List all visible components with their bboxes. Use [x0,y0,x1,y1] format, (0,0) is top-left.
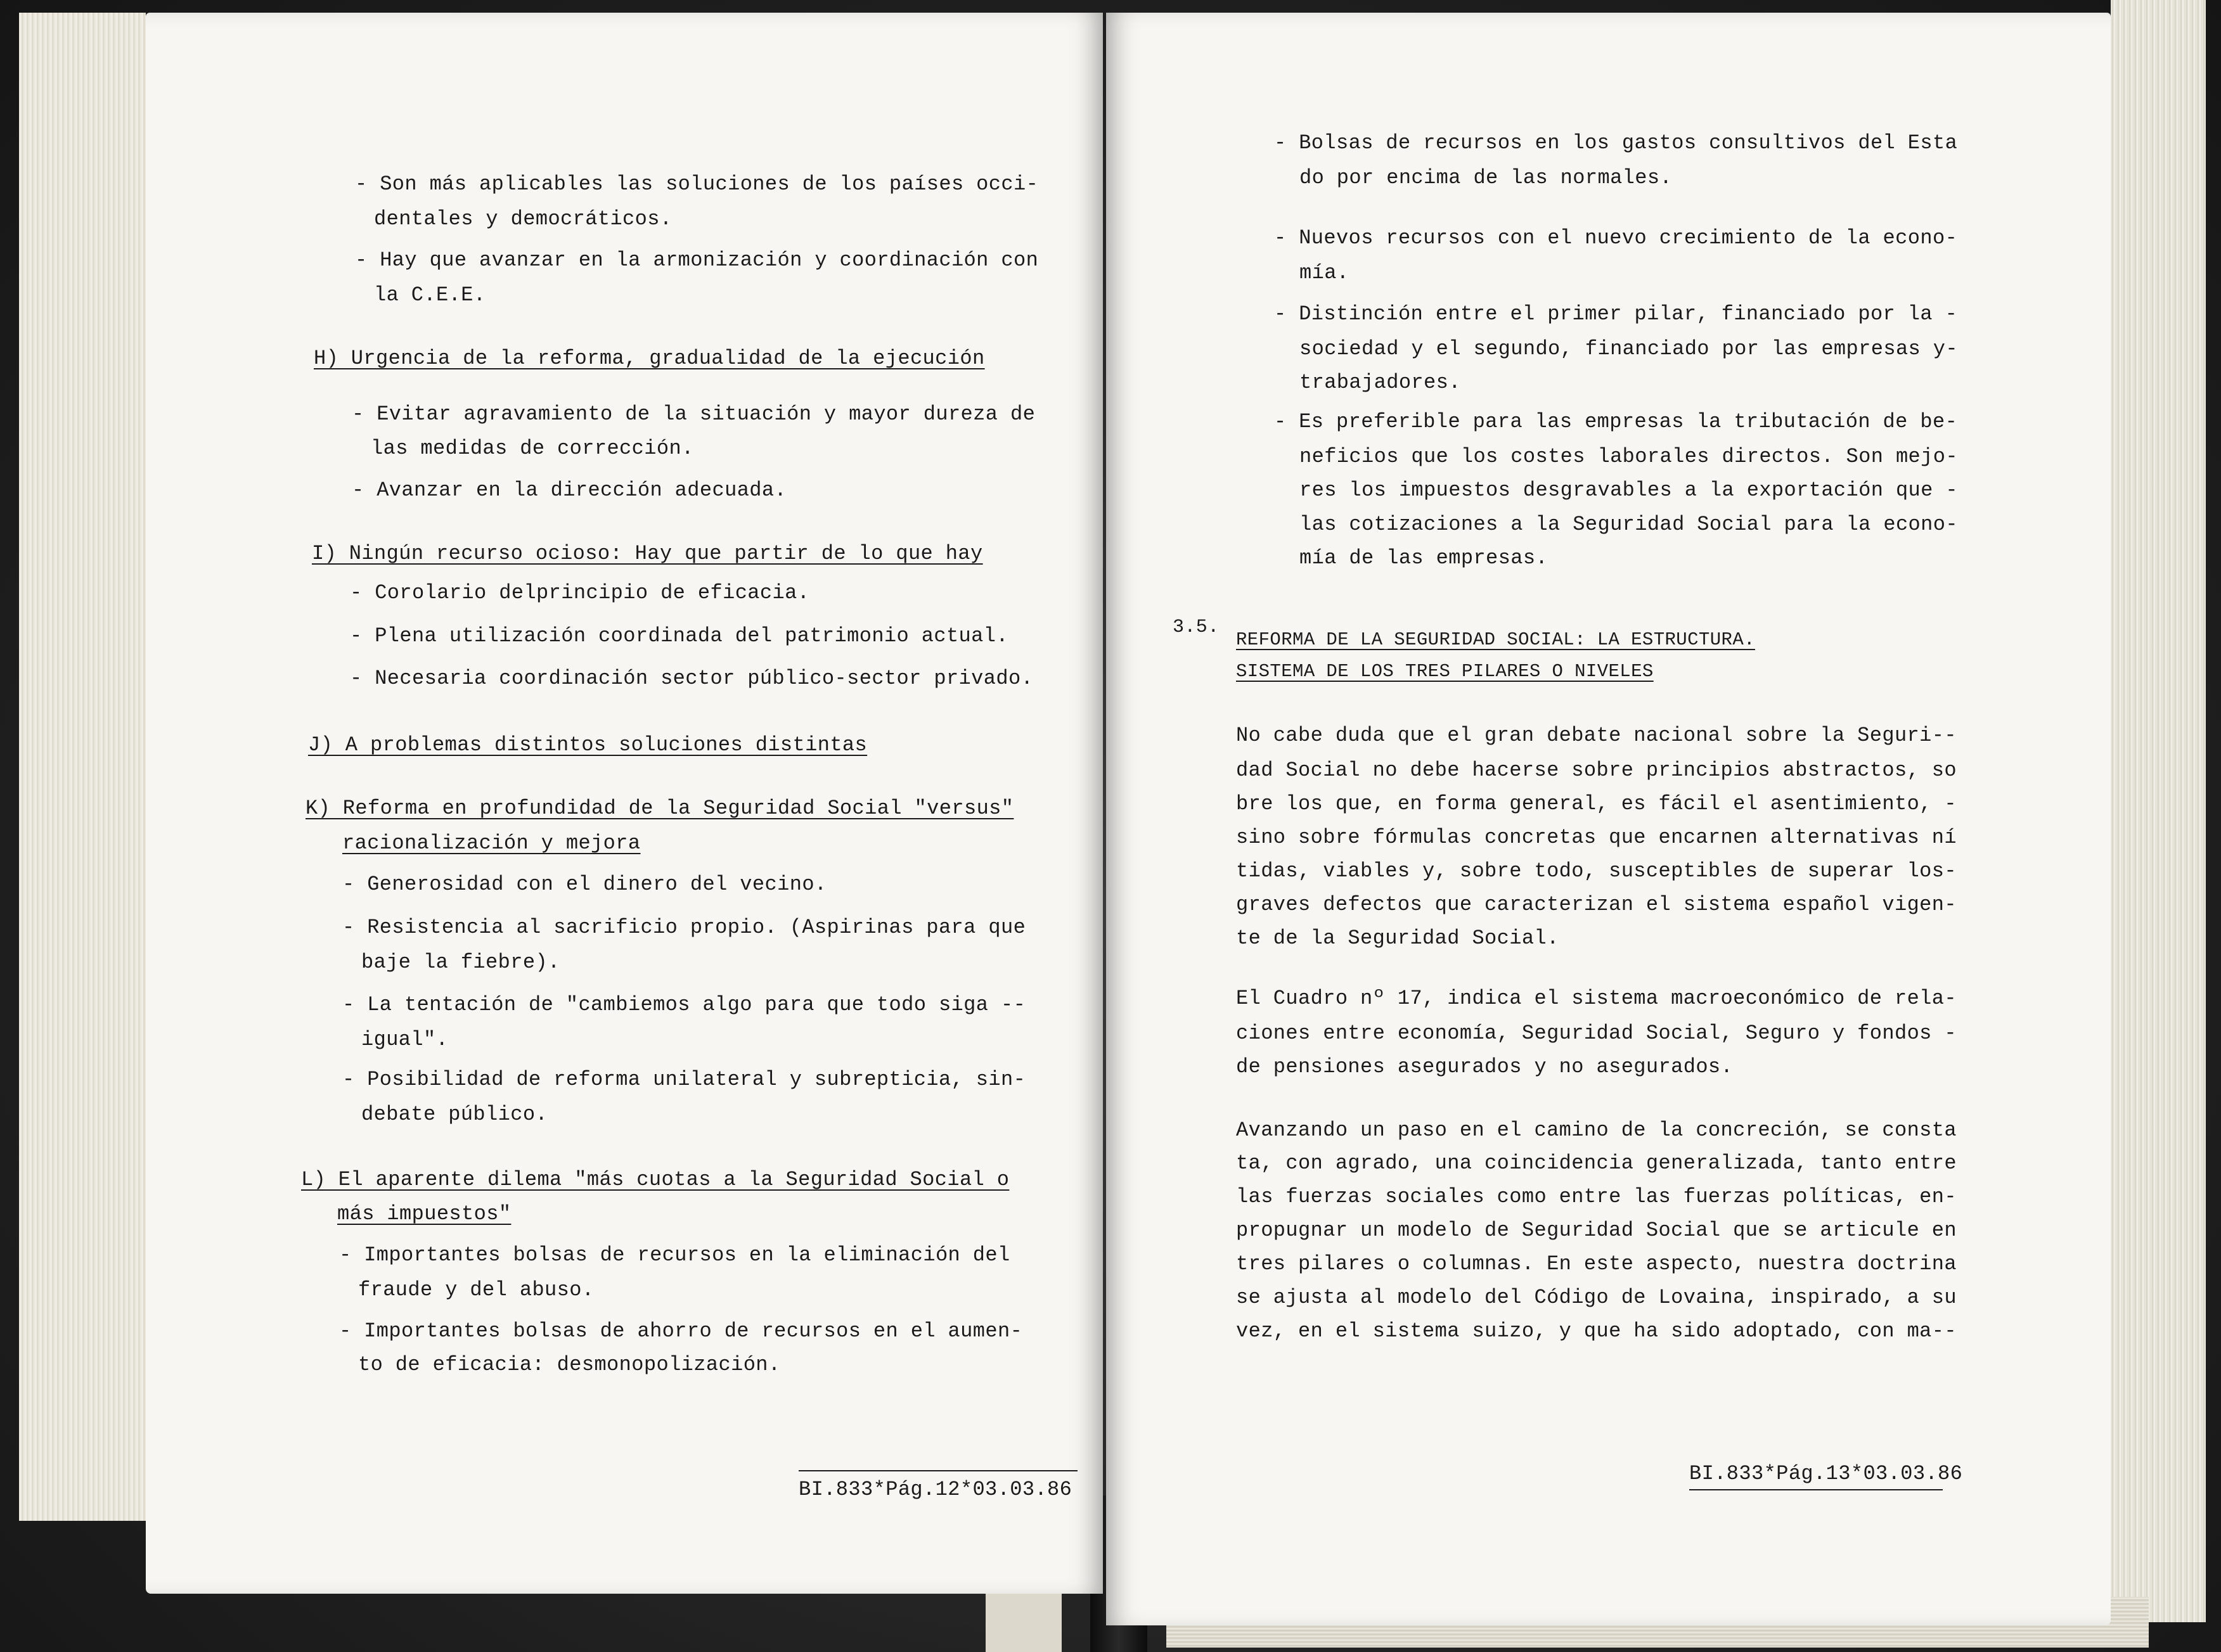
section-heading: REFORMA DE LA SEGURIDAD SOCIAL: LA ESTRUCTURA. [1236,629,1755,650]
text-line: igual". [361,1028,449,1051]
text-line: - Bolsas de recursos en los gastos consultivos del Esta [1274,131,1958,155]
paragraph-line: de pensiones asegurados y no asegurados. [1236,1055,1734,1079]
paragraph-line: El Cuadro nº 17, indica el sistema macroeconómico de rela- [1236,987,1957,1010]
text-line: do por encima de las normales. [1299,166,1673,189]
text-line: - Importantes bolsas de recursos en la eliminación del [339,1243,1010,1267]
text-line: - Son más aplicables las soluciones de los países occi- [355,172,1039,196]
left-page [146,13,1103,1594]
text-line: - Generosidad con el dinero del vecino. [342,873,827,896]
text-line: - Nuevos recursos con el nuevo crecimiento de la econo- [1274,226,1958,250]
paragraph-line: las fuerzas sociales como entre las fuerzas políticas, en- [1236,1185,1957,1208]
text-line: - La tentación de "cambiemos algo para que todo siga -- [342,993,1026,1016]
section-heading-k-cont: racionalización y mejora [342,831,641,855]
book-page-edges-left [19,13,146,1521]
text-line: mía de las empresas. [1299,546,1548,570]
section-number: 3.5. [1173,617,1220,638]
paragraph-line: ta, con agrado, una coincidencia generalizada, tanto entre [1236,1151,1957,1175]
text-line: la C.E.E. [374,283,486,307]
text-line: - Corolario delprincipio de eficacia. [350,581,810,605]
text-line: - Avanzar en la dirección adecuada. [352,478,787,502]
text-line: - Hay que avanzar en la armonización y coordinación con [355,248,1039,272]
footer-rule [1689,1489,1943,1490]
text-line: las cotizaciones a la Seguridad Social para la econo- [1299,513,1958,536]
text-line: - Evitar agravamiento de la situación y mayor dureza de [352,402,1036,426]
paragraph-line: dad Social no debe hacerse sobre principios abstractos, so [1236,759,1957,782]
section-heading-i: I) Ningún recurso ocioso: Hay que partir de lo que hay [312,542,983,565]
paragraph-line: bre los que, en forma general, es fácil el asentimiento, - [1236,792,1957,816]
text-line: - Plena utilización coordinada del patrimonio actual. [350,624,1008,648]
text-line: - Resistencia al sacrificio propio. (Aspirinas para que [342,916,1026,939]
paragraph-line: Avanzando un paso en el camino de la concreción, se consta [1236,1118,1957,1142]
book-page-edges-right [2111,0,2206,1622]
paragraph-line: ciones entre economía, Seguridad Social, Seguro y fondos - [1236,1021,1957,1045]
text-line: debate público. [361,1103,548,1126]
text-line: - Necesaria coordinación sector público-sector privado. [350,667,1034,690]
text-line: trabajadores. [1299,371,1461,394]
page-footer: BI.833*Pág.13*03.03.86 [1689,1462,1963,1485]
text-line: - Es preferible para las empresas la tributación de be- [1274,410,1958,433]
section-heading-cont: SISTEMA DE LOS TRES PILARES O NIVELES [1236,661,1654,682]
text-line: - Importantes bolsas de ahorro de recursos en el aumen- [339,1319,1023,1343]
text-line: las medidas de corrección. [371,437,694,460]
paragraph-line: tres pilares o columnas. En este aspecto, nuestra doctrina [1236,1252,1957,1276]
section-heading-k: K) Reforma en profundidad de la Seguridad Social "versus" [306,797,1014,820]
footer-rule [799,1470,1078,1471]
right-page [1106,13,2111,1625]
text-line: - Distinción entre el primer pilar, financiado por la - [1274,302,1958,326]
paragraph-line: se ajusta al modelo del Código de Lovaina, inspirado, a su [1236,1286,1957,1309]
paragraph-line: propugnar un modelo de Seguridad Social que se articule en [1236,1219,1957,1242]
paragraph-line: tidas, viables y, sobre todo, susceptibles de superar los- [1236,859,1957,883]
section-heading-j: J) A problemas distintos soluciones distintas [308,733,868,757]
section-heading-h: H) Urgencia de la reforma, gradualidad de la ejecución [314,347,985,370]
paragraph-line: No cabe duda que el gran debate nacional sobre la Seguri-- [1236,724,1957,747]
text-line: to de eficacia: desmonopolización. [358,1353,781,1376]
text-line: - Posibilidad de reforma unilateral y subrepticia, sin- [342,1068,1026,1091]
text-line: neficios que los costes laborales directos. Son mejo- [1299,445,1958,468]
section-heading-l: L) El aparente dilema "más cuotas a la Seguridad Social o [301,1168,1010,1191]
paragraph-line: vez, en el sistema suizo, y que ha sido adoptado, con ma-- [1236,1319,1957,1343]
paragraph-line: sino sobre fórmulas concretas que encarnen alternativas ní [1236,826,1957,849]
page-footer: BI.833*Pág.12*03.03.86 [799,1478,1072,1501]
text-line: baje la fiebre). [361,951,560,974]
text-line: dentales y democráticos. [374,207,673,231]
text-line: res los impuestos desgravables a la exportación que - [1299,478,1958,502]
text-line: fraude y del abuso. [358,1278,595,1302]
text-line: mía. [1299,261,1349,285]
text-line: sociedad y el segundo, financiado por las empresas y- [1299,337,1958,361]
section-heading-l-cont: más impuestos" [337,1202,512,1226]
paragraph-line: graves defectos que caracterizan el sistema español vigen- [1236,893,1957,916]
paragraph-line: te de la Seguridad Social. [1236,926,1559,950]
